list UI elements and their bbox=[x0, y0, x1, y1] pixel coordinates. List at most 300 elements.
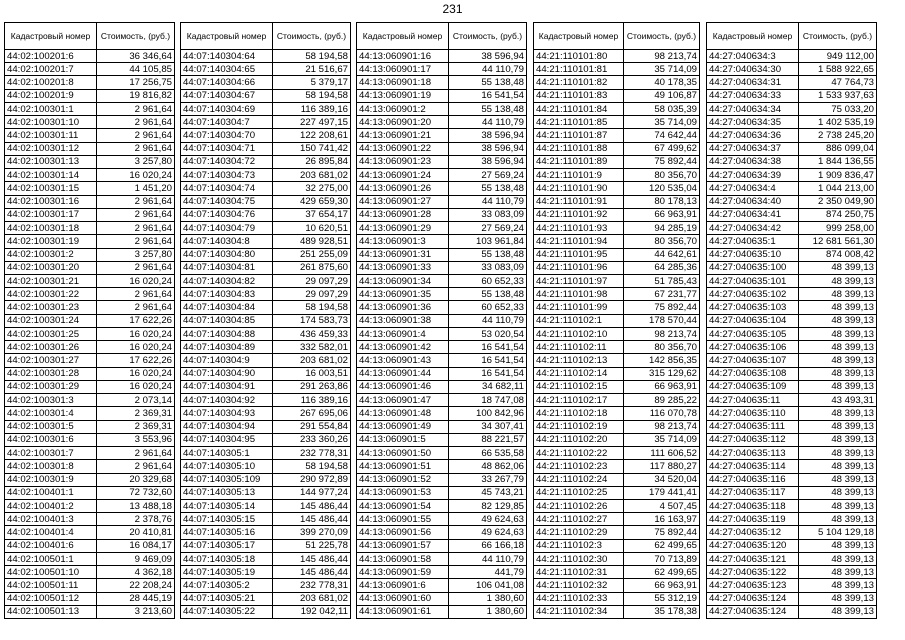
cadastral-number-cell: 44:02:100301:11 bbox=[5, 129, 97, 142]
cadastral-number-cell: 44:21:110102:22 bbox=[534, 447, 624, 460]
cost-cell: 35 714,09 bbox=[624, 63, 700, 76]
table-row bbox=[534, 341, 700, 354]
cadastral-number-cell: 44:27:040635:119 bbox=[707, 513, 799, 526]
cadastral-number-cell: 44:27:040635:112 bbox=[707, 433, 799, 446]
table-row bbox=[357, 447, 527, 460]
cost-cell: 40 178,35 bbox=[624, 76, 700, 89]
cadastral-number-header: Кадастровый номер bbox=[534, 23, 624, 50]
cost-cell: 47 764,73 bbox=[799, 76, 877, 89]
cost-cell: 33 267,79 bbox=[449, 473, 527, 486]
cost-cell: 48 399,13 bbox=[799, 341, 877, 354]
table-row bbox=[534, 129, 700, 142]
table-row bbox=[357, 76, 527, 89]
cadastral-number-cell: 44:27:040634:40 bbox=[707, 195, 799, 208]
table-row bbox=[181, 460, 351, 473]
cost-cell: 48 399,13 bbox=[799, 407, 877, 420]
cadastral-number-cell: 44:07:140305:1 bbox=[181, 447, 273, 460]
cadastral-number-cell: 44:02:100201:6 bbox=[5, 50, 97, 63]
cost-cell: 38 596,94 bbox=[449, 142, 527, 155]
table-row bbox=[5, 592, 175, 605]
cost-cell: 227 497,15 bbox=[273, 116, 351, 129]
cost-cell: 145 486,44 bbox=[273, 566, 351, 579]
table-row bbox=[357, 367, 527, 380]
cost-cell: 38 596,94 bbox=[449, 129, 527, 142]
cost-cell: 17 622,26 bbox=[97, 354, 175, 367]
cost-cell: 12 681 561,30 bbox=[799, 235, 877, 248]
table-row bbox=[357, 274, 527, 287]
cadastral-number-cell: 44:27:040634:35 bbox=[707, 116, 799, 129]
cadastral-number-cell: 44:27:040635:10 bbox=[707, 248, 799, 261]
cost-cell: 66 166,18 bbox=[449, 539, 527, 552]
cadastral-number-cell: 44:07:140304:75 bbox=[181, 195, 273, 208]
cadastral-number-cell: 44:07:140304:72 bbox=[181, 155, 273, 168]
cost-cell: 55 138,48 bbox=[449, 288, 527, 301]
table-row bbox=[707, 314, 877, 327]
cadastral-number-cell: 44:13:060901:48 bbox=[357, 407, 449, 420]
table-row bbox=[357, 248, 527, 261]
cadastral-number-cell: 44:02:100401:1 bbox=[5, 486, 97, 499]
cost-cell: 4 362,18 bbox=[97, 566, 175, 579]
cadastral-number-cell: 44:13:060901:26 bbox=[357, 182, 449, 195]
cost-cell: 1 380,60 bbox=[449, 605, 527, 618]
cost-cell: 2 350 049,90 bbox=[799, 195, 877, 208]
cadastral-cost-table bbox=[4, 22, 175, 619]
cadastral-number-cell: 44:07:140304:80 bbox=[181, 248, 273, 261]
table-row bbox=[181, 142, 351, 155]
cost-cell: 48 399,13 bbox=[799, 301, 877, 314]
cadastral-number-cell: 44:02:100301:13 bbox=[5, 155, 97, 168]
cadastral-number-cell: 44:02:100301:1 bbox=[5, 102, 97, 115]
cost-cell: 203 681,02 bbox=[273, 592, 351, 605]
table-row bbox=[534, 579, 700, 592]
cost-cell: 10 620,51 bbox=[273, 222, 351, 235]
cost-cell: 29 097,29 bbox=[273, 274, 351, 287]
table-row bbox=[5, 552, 175, 565]
cost-cell: 58 194,58 bbox=[273, 301, 351, 314]
cost-header: Стоимость, (руб.) bbox=[97, 23, 175, 50]
table-row bbox=[707, 605, 877, 618]
table-row bbox=[357, 420, 527, 433]
cost-cell: 26 895,84 bbox=[273, 155, 351, 168]
cadastral-number-cell: 44:13:060901:55 bbox=[357, 513, 449, 526]
cost-cell: 1 380,60 bbox=[449, 592, 527, 605]
table-row bbox=[707, 235, 877, 248]
table-row bbox=[181, 301, 351, 314]
table-row bbox=[357, 195, 527, 208]
cadastral-number-cell: 44:13:060901:5 bbox=[357, 433, 449, 446]
cadastral-number-cell: 44:21:110102:17 bbox=[534, 394, 624, 407]
table-row bbox=[534, 116, 700, 129]
cost-cell: 43 493,31 bbox=[799, 394, 877, 407]
table-row bbox=[707, 274, 877, 287]
cadastral-number-cell: 44:13:060901:59 bbox=[357, 566, 449, 579]
cadastral-number-cell: 44:21:110101:91 bbox=[534, 195, 624, 208]
cadastral-number-cell: 44:13:060901:56 bbox=[357, 526, 449, 539]
cadastral-number-cell: 44:02:100401:6 bbox=[5, 539, 97, 552]
table-row bbox=[5, 499, 175, 512]
cadastral-number-cell: 44:13:060901:4 bbox=[357, 327, 449, 340]
cadastral-number-cell: 44:27:040635:123 bbox=[707, 579, 799, 592]
cadastral-number-cell: 44:13:060901:27 bbox=[357, 195, 449, 208]
cost-cell: 16 084,17 bbox=[97, 539, 175, 552]
cadastral-number-header: Кадастровый номер bbox=[181, 23, 273, 50]
cadastral-number-cell: 44:21:110101:89 bbox=[534, 155, 624, 168]
table-row bbox=[5, 248, 175, 261]
cost-cell: 17 622,26 bbox=[97, 314, 175, 327]
cost-cell: 16 541,54 bbox=[449, 354, 527, 367]
cost-cell: 74 642,44 bbox=[624, 129, 700, 142]
table-row bbox=[181, 63, 351, 76]
cadastral-number-cell: 44:27:040634:38 bbox=[707, 155, 799, 168]
cost-cell: 48 399,13 bbox=[799, 288, 877, 301]
cadastral-number-cell: 44:21:110101:82 bbox=[534, 76, 624, 89]
cost-cell: 34 520,04 bbox=[624, 473, 700, 486]
cost-cell: 20 329,68 bbox=[97, 473, 175, 486]
cadastral-number-cell: 44:27:040635:113 bbox=[707, 447, 799, 460]
cadastral-number-cell: 44:13:060901:23 bbox=[357, 155, 449, 168]
table-row bbox=[357, 129, 527, 142]
cadastral-number-cell: 44:07:140305:15 bbox=[181, 513, 273, 526]
cadastral-number-cell: 44:27:040635:101 bbox=[707, 274, 799, 287]
cadastral-number-cell: 44:27:040635:114 bbox=[707, 460, 799, 473]
cadastral-number-cell: 44:13:060901:54 bbox=[357, 499, 449, 512]
cadastral-number-cell: 44:07:140305:17 bbox=[181, 539, 273, 552]
cadastral-number-cell: 44:21:110101:92 bbox=[534, 208, 624, 221]
table-row bbox=[707, 499, 877, 512]
cadastral-number-cell: 44:07:140304:67 bbox=[181, 89, 273, 102]
cost-cell: 48 399,13 bbox=[799, 566, 877, 579]
cost-cell: 5 379,17 bbox=[273, 76, 351, 89]
cadastral-number-cell: 44:13:060901:50 bbox=[357, 447, 449, 460]
table-row bbox=[181, 539, 351, 552]
cadastral-number-cell: 44:27:040634:4 bbox=[707, 182, 799, 195]
cadastral-number-cell: 44:27:040635:108 bbox=[707, 367, 799, 380]
table-row bbox=[707, 420, 877, 433]
table-row bbox=[534, 367, 700, 380]
table-row bbox=[534, 513, 700, 526]
cost-cell: 2 961,64 bbox=[97, 142, 175, 155]
table-row bbox=[707, 539, 877, 552]
table-row bbox=[181, 102, 351, 115]
table-row bbox=[5, 169, 175, 182]
table-row bbox=[357, 354, 527, 367]
cadastral-number-cell: 44:13:060901:51 bbox=[357, 460, 449, 473]
cadastral-number-cell: 44:07:140305:10 bbox=[181, 460, 273, 473]
cost-cell: 9 469,09 bbox=[97, 552, 175, 565]
cadastral-number-cell: 44:07:140304:95 bbox=[181, 433, 273, 446]
table-row bbox=[5, 486, 175, 499]
table-row bbox=[534, 394, 700, 407]
cadastral-number-cell: 44:07:140304:74 bbox=[181, 182, 273, 195]
cost-cell: 48 399,13 bbox=[799, 499, 877, 512]
cost-cell: 55 138,48 bbox=[449, 76, 527, 89]
cadastral-number-cell: 44:21:110102:26 bbox=[534, 499, 624, 512]
cost-cell: 44 110,79 bbox=[449, 552, 527, 565]
table-row bbox=[5, 394, 175, 407]
table-row bbox=[534, 155, 700, 168]
table-row bbox=[357, 155, 527, 168]
cost-cell: 28 445,19 bbox=[97, 592, 175, 605]
cadastral-number-cell: 44:21:110101:84 bbox=[534, 102, 624, 115]
cost-cell: 48 399,13 bbox=[799, 447, 877, 460]
cadastral-number-cell: 44:13:060901:43 bbox=[357, 354, 449, 367]
cost-cell: 27 569,24 bbox=[449, 222, 527, 235]
cost-cell: 100 842,96 bbox=[449, 407, 527, 420]
table-row bbox=[534, 566, 700, 579]
cost-cell: 44 642,61 bbox=[624, 248, 700, 261]
cost-cell: 2 961,64 bbox=[97, 116, 175, 129]
table-row bbox=[5, 433, 175, 446]
cadastral-number-cell: 44:27:040635:117 bbox=[707, 486, 799, 499]
cost-cell: 48 399,13 bbox=[799, 261, 877, 274]
table-row bbox=[357, 605, 527, 618]
table-row bbox=[357, 394, 527, 407]
table-row bbox=[5, 195, 175, 208]
cadastral-number-cell: 44:02:100301:17 bbox=[5, 208, 97, 221]
table-row bbox=[357, 261, 527, 274]
cadastral-number-cell: 44:07:140304:65 bbox=[181, 63, 273, 76]
table-row bbox=[181, 579, 351, 592]
table-row bbox=[5, 274, 175, 287]
table-row bbox=[5, 116, 175, 129]
cost-cell: 48 399,13 bbox=[799, 314, 877, 327]
table-row bbox=[534, 222, 700, 235]
cadastral-number-cell: 44:27:040635:124 bbox=[707, 592, 799, 605]
cadastral-number-cell: 44:07:140305:2 bbox=[181, 579, 273, 592]
table-row bbox=[181, 274, 351, 287]
cadastral-number-cell: 44:02:100301:24 bbox=[5, 314, 97, 327]
table-row bbox=[5, 129, 175, 142]
cadastral-number-cell: 44:07:140304:84 bbox=[181, 301, 273, 314]
table-row bbox=[357, 288, 527, 301]
cost-cell: 75 892,44 bbox=[624, 301, 700, 314]
cadastral-number-cell: 44:27:040634:31 bbox=[707, 76, 799, 89]
cost-cell: 44 110,79 bbox=[449, 63, 527, 76]
cadastral-number-cell: 44:02:100301:6 bbox=[5, 433, 97, 446]
cost-cell: 18 747,08 bbox=[449, 394, 527, 407]
cadastral-number-cell: 44:13:060901:57 bbox=[357, 539, 449, 552]
table-row bbox=[534, 526, 700, 539]
table-row bbox=[707, 579, 877, 592]
cadastral-number-cell: 44:21:110102:30 bbox=[534, 552, 624, 565]
cadastral-number-cell: 44:02:100201:9 bbox=[5, 89, 97, 102]
cadastral-number-cell: 44:21:110102:11 bbox=[534, 341, 624, 354]
table-row bbox=[707, 354, 877, 367]
cadastral-number-cell: 44:07:140304:82 bbox=[181, 274, 273, 287]
cost-cell: 49 624,63 bbox=[449, 526, 527, 539]
cost-cell: 16 541,54 bbox=[449, 89, 527, 102]
cadastral-number-cell: 44:02:100501:12 bbox=[5, 592, 97, 605]
cadastral-cost-table bbox=[533, 22, 700, 619]
table-row bbox=[181, 76, 351, 89]
cadastral-number-cell: 44:13:060901:61 bbox=[357, 605, 449, 618]
table-row bbox=[5, 526, 175, 539]
table-row bbox=[5, 354, 175, 367]
cadastral-number-cell: 44:27:040635:109 bbox=[707, 380, 799, 393]
cost-cell: 64 285,36 bbox=[624, 261, 700, 274]
cost-cell: 2 961,64 bbox=[97, 301, 175, 314]
table-row bbox=[357, 552, 527, 565]
cost-cell: 1 533 937,63 bbox=[799, 89, 877, 102]
cost-cell: 2 961,64 bbox=[97, 447, 175, 460]
cadastral-number-cell: 44:27:040635:124 bbox=[707, 605, 799, 618]
cadastral-number-cell: 44:21:110102:33 bbox=[534, 592, 624, 605]
table-row bbox=[534, 288, 700, 301]
cost-cell: 16 020,24 bbox=[97, 274, 175, 287]
cost-cell: 29 097,29 bbox=[273, 288, 351, 301]
cadastral-number-cell: 44:13:060901:44 bbox=[357, 367, 449, 380]
cost-cell: 48 399,13 bbox=[799, 327, 877, 340]
table-row bbox=[5, 473, 175, 486]
table-row bbox=[534, 552, 700, 565]
cost-cell: 98 213,74 bbox=[624, 420, 700, 433]
cost-cell: 2 961,64 bbox=[97, 195, 175, 208]
cadastral-number-cell: 44:13:060901:3 bbox=[357, 235, 449, 248]
table-row bbox=[534, 380, 700, 393]
cost-cell: 82 129,85 bbox=[449, 499, 527, 512]
cadastral-number-cell: 44:21:110102:24 bbox=[534, 473, 624, 486]
cost-cell: 38 596,94 bbox=[449, 155, 527, 168]
cost-cell: 145 486,44 bbox=[273, 513, 351, 526]
table-row bbox=[534, 314, 700, 327]
table-row bbox=[534, 261, 700, 274]
cadastral-number-cell: 44:02:100301:12 bbox=[5, 142, 97, 155]
table-row bbox=[707, 552, 877, 565]
cost-cell: 19 816,82 bbox=[97, 89, 175, 102]
table-row bbox=[707, 447, 877, 460]
cost-cell: 1 844 136,55 bbox=[799, 155, 877, 168]
cost-cell: 67 499,62 bbox=[624, 142, 700, 155]
table-row bbox=[5, 76, 175, 89]
table-row bbox=[707, 116, 877, 129]
cadastral-number-cell: 44:02:100501:1 bbox=[5, 552, 97, 565]
cost-cell: 80 356,70 bbox=[624, 235, 700, 248]
table-row bbox=[707, 433, 877, 446]
cadastral-number-cell: 44:21:110101:97 bbox=[534, 274, 624, 287]
table-row bbox=[5, 50, 175, 63]
table-row bbox=[357, 526, 527, 539]
cost-cell: 2 961,64 bbox=[97, 208, 175, 221]
cadastral-number-cell: 44:27:040634:34 bbox=[707, 102, 799, 115]
cost-cell: 111 606,52 bbox=[624, 447, 700, 460]
cadastral-number-cell: 44:27:040635:12 bbox=[707, 526, 799, 539]
cost-cell: 489 928,51 bbox=[273, 235, 351, 248]
cost-cell: 98 213,74 bbox=[624, 50, 700, 63]
cost-cell: 2 073,14 bbox=[97, 394, 175, 407]
cadastral-number-cell: 44:27:040634:42 bbox=[707, 222, 799, 235]
cost-cell: 58 194,58 bbox=[273, 50, 351, 63]
cost-cell: 3 213,60 bbox=[97, 605, 175, 618]
cadastral-number-cell: 44:07:140304:94 bbox=[181, 420, 273, 433]
table-row bbox=[707, 301, 877, 314]
cost-cell: 55 138,48 bbox=[449, 182, 527, 195]
cadastral-number-cell: 44:02:100301:5 bbox=[5, 420, 97, 433]
table-row bbox=[181, 182, 351, 195]
cadastral-number-cell: 44:07:140304:90 bbox=[181, 367, 273, 380]
cost-cell: 1 909 836,47 bbox=[799, 169, 877, 182]
cost-cell: 88 221,57 bbox=[449, 433, 527, 446]
table-row bbox=[357, 433, 527, 446]
table-row bbox=[181, 592, 351, 605]
table-row bbox=[5, 579, 175, 592]
table-row bbox=[5, 261, 175, 274]
table-row bbox=[181, 235, 351, 248]
cost-cell: 886 099,04 bbox=[799, 142, 877, 155]
cost-cell: 4 507,45 bbox=[624, 499, 700, 512]
cost-cell: 48 399,13 bbox=[799, 552, 877, 565]
cadastral-number-cell: 44:21:110101:99 bbox=[534, 301, 624, 314]
table-row bbox=[707, 380, 877, 393]
cost-cell: 16 003,51 bbox=[273, 367, 351, 380]
cadastral-number-cell: 44:21:110101:80 bbox=[534, 50, 624, 63]
cost-cell: 3 553,96 bbox=[97, 433, 175, 446]
cadastral-number-cell: 44:21:110102:18 bbox=[534, 407, 624, 420]
cost-cell: 874 008,42 bbox=[799, 248, 877, 261]
cost-cell: 33 083,09 bbox=[449, 208, 527, 221]
cost-cell: 251 255,09 bbox=[273, 248, 351, 261]
cost-cell: 62 499,65 bbox=[624, 539, 700, 552]
cadastral-number-cell: 44:07:140304:70 bbox=[181, 129, 273, 142]
cadastral-number-cell: 44:07:140305:13 bbox=[181, 486, 273, 499]
table-row bbox=[534, 433, 700, 446]
cost-cell: 38 596,94 bbox=[449, 50, 527, 63]
cadastral-number-header: Кадастровый номер bbox=[707, 23, 799, 50]
cadastral-number-cell: 44:02:100301:2 bbox=[5, 248, 97, 261]
table-row bbox=[534, 407, 700, 420]
table-row bbox=[357, 486, 527, 499]
table-row bbox=[181, 327, 351, 340]
cadastral-number-cell: 44:27:040635:122 bbox=[707, 566, 799, 579]
cost-cell: 49 106,87 bbox=[624, 89, 700, 102]
cost-cell: 13 488,18 bbox=[97, 499, 175, 512]
cost-cell: 145 486,44 bbox=[273, 552, 351, 565]
cost-cell: 2 369,31 bbox=[97, 420, 175, 433]
cadastral-cost-table bbox=[180, 22, 351, 619]
cost-cell: 1 402 535,19 bbox=[799, 116, 877, 129]
cost-cell: 106 041,08 bbox=[449, 579, 527, 592]
cadastral-number-cell: 44:13:060901:36 bbox=[357, 301, 449, 314]
cadastral-number-cell: 44:27:040634:30 bbox=[707, 63, 799, 76]
cost-cell: 179 441,41 bbox=[624, 486, 700, 499]
cadastral-number-cell: 44:07:140304:9 bbox=[181, 354, 273, 367]
table-row bbox=[357, 63, 527, 76]
cost-cell: 150 741,42 bbox=[273, 142, 351, 155]
cost-cell: 75 892,44 bbox=[624, 526, 700, 539]
table-row bbox=[5, 407, 175, 420]
cost-cell: 44 105,85 bbox=[97, 63, 175, 76]
table-row bbox=[181, 354, 351, 367]
cost-cell: 332 582,01 bbox=[273, 341, 351, 354]
cadastral-number-cell: 44:13:060901:24 bbox=[357, 169, 449, 182]
table-row bbox=[534, 169, 700, 182]
table-row bbox=[357, 235, 527, 248]
cost-cell: 16 020,24 bbox=[97, 380, 175, 393]
cost-cell: 94 285,19 bbox=[624, 222, 700, 235]
table-row bbox=[5, 63, 175, 76]
table-row bbox=[707, 182, 877, 195]
cadastral-number-cell: 44:21:110101:90 bbox=[534, 182, 624, 195]
table-row bbox=[181, 116, 351, 129]
cadastral-number-cell: 44:27:040635:11 bbox=[707, 394, 799, 407]
table-row bbox=[707, 460, 877, 473]
cadastral-number-cell: 44:02:100301:4 bbox=[5, 407, 97, 420]
cadastral-number-cell: 44:13:060901:28 bbox=[357, 208, 449, 221]
table-row bbox=[707, 592, 877, 605]
cadastral-number-cell: 44:13:060901:2 bbox=[357, 102, 449, 115]
cost-cell: 232 778,31 bbox=[273, 447, 351, 460]
cost-cell: 291 554,84 bbox=[273, 420, 351, 433]
cadastral-number-cell: 44:02:100301:20 bbox=[5, 261, 97, 274]
